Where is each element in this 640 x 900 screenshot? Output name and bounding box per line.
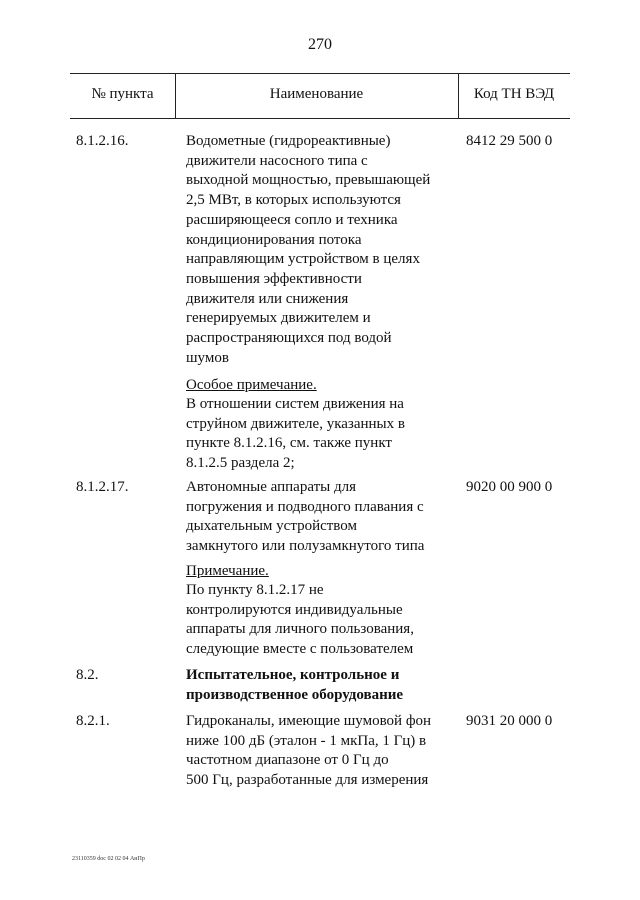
row-code: 9031 20 000 0 [466, 713, 553, 729]
header-name: Наименование [269, 86, 364, 102]
row-name: Водометные (гидрореактивные) движители насосного типа с выходной мощностью, превышающей 2,5 МВт, в которых используются расширяющееся сопло и техника кондиционирования потока направляющим устройством в целях повышения эффективности движителя или снижения генерируемых движителем и распространяющихся под водой шумов [186, 133, 431, 366]
row-name: Гидроканалы, имеющие шумовой фон ниже 100 дБ (эталон - 1 мкПа, 1 Гц) в частотном диапазоне от 0 Гц до 500 Гц, разработанные для измерения [186, 713, 432, 789]
header-bottom-rule [70, 118, 570, 119]
note-title: Примечание. [186, 563, 269, 579]
row-number: 8.2.1. [76, 713, 110, 729]
row-name: Автономные аппараты для погружения и подводного плавания с дыхательным устройством замкнутого или полузамкнутого типа [186, 479, 425, 555]
document-footer: 23110359 doc 02 02 04 АнПр [72, 856, 145, 862]
page-number: 270 [308, 36, 332, 53]
note-text: В отношении систем движения на струйном движителе, указанных в пункте 8.1.2.16, см. также пункт 8.1.2.5 раздела 2; [186, 396, 405, 472]
section-heading: Испытательное, контрольное и производственное оборудование [186, 667, 404, 703]
row-code: 9020 00 900 0 [466, 479, 553, 495]
table-top-rule [70, 73, 570, 74]
row-number: 8.1.2.16. [76, 133, 129, 149]
header-code: Код ТН ВЭД [473, 86, 555, 102]
note-title: Особое примечание. [186, 377, 317, 393]
row-code: 8412 29 500 0 [466, 133, 553, 149]
row-number: 8.2. [76, 667, 99, 683]
note-text: По пункту 8.1.2.17 не контролируются индивидуальные аппараты для личного пользования, следующие вместе с пользователем [186, 582, 414, 658]
row-number: 8.1.2.17. [76, 479, 129, 495]
header-number: № пункта [91, 86, 154, 102]
